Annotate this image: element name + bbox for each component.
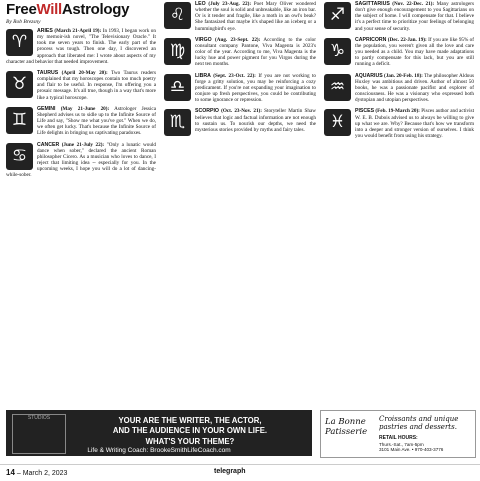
sign-dates: (Aug. 23-Sept. 22): bbox=[214, 36, 261, 43]
sign-name: SCORPIO bbox=[195, 108, 219, 115]
scorpio-icon: ♏ bbox=[164, 109, 191, 136]
sign-dates: (Oct. 23-Nov. 21): bbox=[221, 108, 262, 115]
horoscope-capricorn bbox=[324, 37, 474, 68]
horoscope-sagittarius bbox=[324, 1, 474, 32]
sign-dates: (July 23-Aug. 22): bbox=[208, 1, 252, 7]
horoscope-text: Many astrologers don't give enough encouragement to you Sagittarians on the subject of home. I will compensate for that. I believe it's a perfect time to prioritize your feelings of belonging and your sense of security. bbox=[355, 1, 474, 32]
sign-name: VIRGO bbox=[195, 36, 212, 43]
horoscope-text: The philosopher Aldous Huxley was ambitious and driven. Author of almost 50 books, he was a passionate pacifist and explorer of consciousness. He was a visionary who expressed both dystopian and utopian perspectives. bbox=[355, 72, 474, 104]
aries-icon: ♈ bbox=[6, 29, 33, 56]
ad-headline-2: AND THE AUDIENCE IN YOUR OWN LIFE. bbox=[112, 426, 268, 435]
sign-name: ARIES bbox=[37, 28, 53, 34]
sign-dates: (April 20-May 20): bbox=[61, 69, 108, 76]
sign-dates: (March 21-April 19): bbox=[54, 28, 102, 34]
page-info bbox=[6, 468, 67, 477]
horoscope-virgo bbox=[164, 37, 316, 68]
sagittarius-icon: ♐ bbox=[324, 2, 351, 29]
logo-line-1: La Bonne bbox=[325, 417, 366, 427]
title-astrology: Astrology bbox=[61, 1, 130, 18]
horoscope-text: Astrologer Jessica Shepherd advises us to sidle up to the Infinite Source of Life and say, "Show me what you've got." When we do, we often get lucky. That's because the Infinite Source of Life delights in bringing us captivating paradoxes. bbox=[37, 105, 156, 137]
sign-dates: (Jan. 20-Feb. 18): bbox=[383, 72, 423, 79]
horoscope-text: If you are not working to forge a gritty solution, you may be reinforcing a cozy predicament. If you're not expanding your imagination to conjure up fresh perspectives, you could be contributing to some ignorance or repression. bbox=[195, 72, 316, 104]
publication-name: telegraph bbox=[214, 468, 246, 475]
column-title bbox=[6, 1, 129, 18]
horoscope-text: If you are like 95% of the population, you weren't given all the love and care you needed as a child. You may have made adaptations to partly compensate for this lack, but you are still running a deficit. bbox=[355, 36, 474, 68]
leo-icon: ♌ bbox=[164, 2, 191, 29]
horoscope-aquarius bbox=[324, 73, 474, 104]
hours-label: RETAIL HOURS: bbox=[379, 435, 418, 441]
logo-line-2: Patisserie bbox=[325, 427, 368, 437]
ad-address: 3101 Main Ave. • 970-403-3776 bbox=[379, 447, 444, 453]
page-footer bbox=[0, 464, 480, 481]
ad-hours bbox=[379, 435, 471, 453]
horoscope-cancer bbox=[6, 142, 156, 179]
hours-value: Thurs.-Sat., 7am-5pm bbox=[379, 441, 424, 447]
column-1 bbox=[6, 28, 156, 183]
sign-name: GEMINI bbox=[37, 105, 56, 112]
column-2 bbox=[164, 1, 316, 142]
libra-icon: ♎ bbox=[164, 74, 191, 101]
sign-dates: (May 21-June 20): bbox=[60, 105, 110, 112]
title-free: Free bbox=[6, 1, 37, 18]
sign-dates: (Nov. 22-Dec. 21): bbox=[392, 1, 435, 7]
pisces-icon: ♓ bbox=[324, 109, 351, 136]
sign-name: SAGITTARIUS bbox=[355, 1, 390, 7]
sign-name: CANCER bbox=[37, 141, 60, 148]
issue-date: – March 2, 2023 bbox=[16, 470, 68, 477]
patisserie-logo bbox=[325, 417, 373, 437]
taurus-icon: ♉ bbox=[6, 71, 33, 98]
horoscope-text: Two Taurus readers complained that my horoscopes contain too much poetry and flair to be useful. In response, I'm offering you a prosaic message. It's all true, though in a way that's more like a typical horoscope. bbox=[37, 69, 156, 101]
capricorn-icon: ♑ bbox=[324, 38, 351, 65]
horoscope-leo bbox=[164, 1, 316, 32]
ad-url[interactable]: Life & Writing Coach: BrookeSmithLifeCoach.com bbox=[87, 447, 231, 454]
virgo-icon: ♍ bbox=[164, 38, 191, 65]
sign-name: LEO bbox=[195, 1, 206, 7]
life-coach-ad[interactable] bbox=[6, 410, 312, 456]
column-3 bbox=[324, 1, 474, 144]
sign-name: TAURUS bbox=[37, 69, 59, 76]
horoscope-text: Storyteller Martin Shaw believes that logic and factual information are not enough to sustain us. To nourish our depths, we need the mysterious stories provided by myths and fairy tales. bbox=[195, 108, 316, 133]
horoscope-aries bbox=[6, 28, 156, 65]
sign-name: AQUARIUS bbox=[355, 72, 383, 79]
patisserie-ad[interactable] bbox=[320, 410, 476, 458]
gemini-icon: ♊ bbox=[6, 107, 33, 134]
horoscope-pisces bbox=[324, 108, 474, 139]
title-will: Will bbox=[36, 1, 62, 18]
sign-name: CAPRICORN bbox=[355, 36, 387, 43]
sign-name: LIBRA bbox=[195, 72, 211, 79]
ad-slogan: Croissants and unique pastries and desserts. bbox=[379, 415, 459, 431]
page-number: 14 bbox=[6, 468, 15, 477]
sign-name: PISCES bbox=[355, 108, 375, 115]
horoscope-text: Pisces author and activist W. E. B. Dubois advised us to always be willing to give up what we are. Why? Because that's how we transform into a deeper and stronger version of ourselves. I think you would benefit from using his strategy. bbox=[355, 108, 474, 139]
horoscope-scorpio bbox=[164, 108, 316, 137]
sign-dates: (Sept. 23-Oct. 22): bbox=[213, 72, 256, 79]
cancer-icon: ♋ bbox=[6, 143, 33, 170]
horoscope-text: Poet Mary Oliver wondered whether the soul is solid and unbreakable, like an iron bar. Or is it tender and fragile, like a moth in an owl's beak? She fantasized that maybe it's shaped like an iceberg or a hummingbird's eye. bbox=[195, 1, 316, 32]
aquarius-icon: ♒ bbox=[324, 74, 351, 101]
sign-dates: (June 21-July 22): bbox=[61, 141, 105, 148]
horoscope-text: In 1993, I began work on my memoir-ish novel, "The Televisionary Oracle." It took me seven years to finish. The early part of the process was tough. Then one day, I discovered an approach that liberated me: I wrote about aspects of my character and behavior that needed improvement. bbox=[6, 28, 156, 65]
horoscope-text: According to the color consultant company Pantone, Viva Magenta is 2023's color of the year. According to me, Viva Magenta is the lucky hue and power pigment for you Virgos during the next ten months. bbox=[195, 36, 316, 68]
byline: By Rob Brezsny bbox=[6, 19, 41, 25]
horoscope-text: "Only a lunatic would dance when sober," declared the ancient Roman philosopher Cicero. As a musician who loves to dance, I reject that limiting idea -- especially for you. In the upcoming weeks, I hope you will do a lot of dancing-while-sober. bbox=[6, 141, 156, 179]
horoscope-taurus bbox=[6, 70, 156, 101]
sign-dates: (Feb. 19-March 20): bbox=[375, 108, 420, 115]
horoscope-libra bbox=[164, 73, 316, 104]
sign-dates: (Dec. 22-Jan. 19): bbox=[387, 36, 427, 43]
ad-headline-1: YOUR ARE THE WRITER, THE ACTOR, bbox=[118, 416, 262, 425]
clapperboard-label: STUDIOS bbox=[27, 415, 51, 421]
ad-headline-3: WHAT'S YOUR THEME? bbox=[145, 437, 235, 446]
horoscope-gemini bbox=[6, 106, 156, 137]
